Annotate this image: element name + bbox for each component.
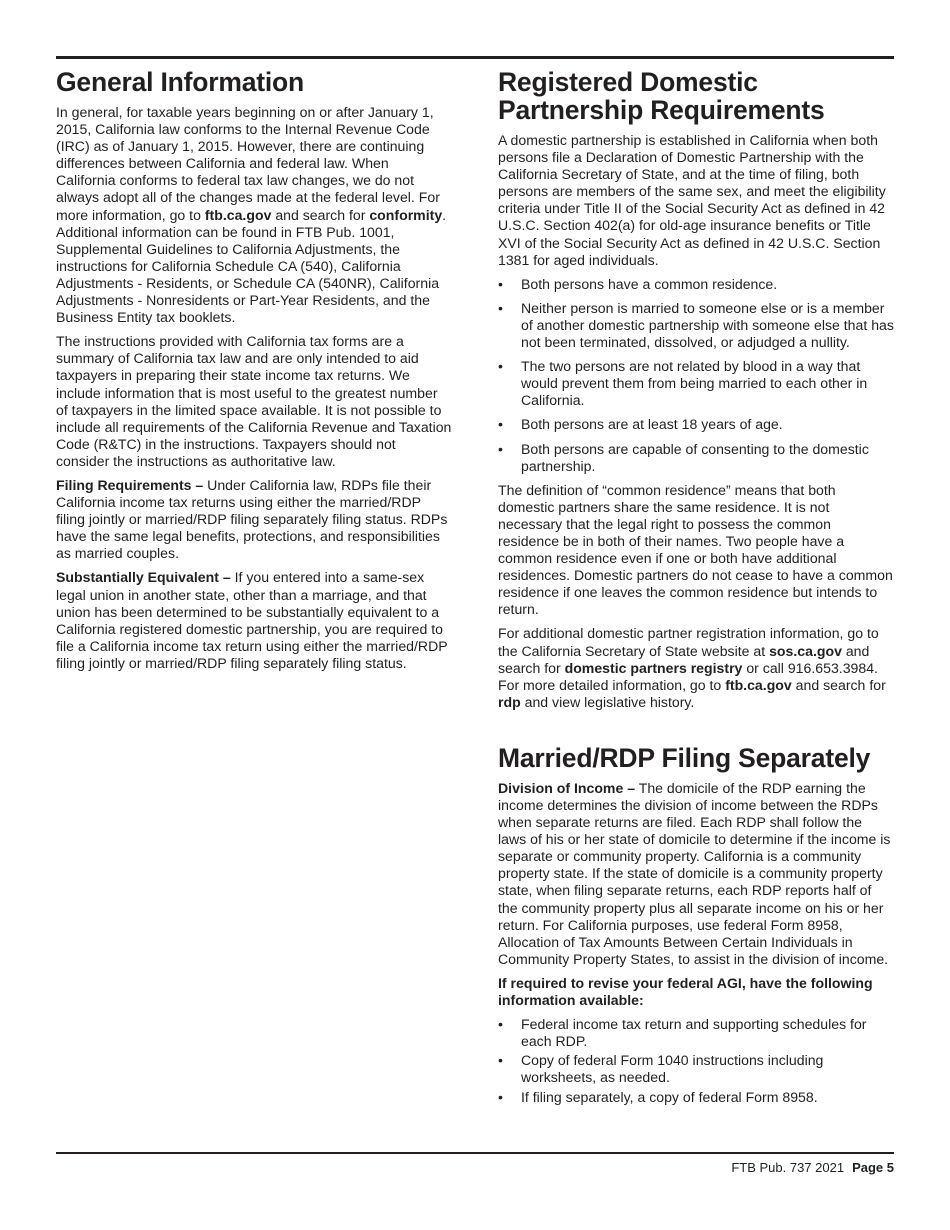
bullet-icon: • [498, 416, 503, 433]
bullet-icon: • [498, 1088, 503, 1105]
page-footer [731, 1160, 894, 1176]
top-rule [56, 56, 894, 59]
bullet-icon: • [498, 440, 503, 457]
list-item: • Copy of federal Form 1040 instructions including worksheets, as needed. [498, 1052, 824, 1086]
ftb-link: ftb.ca.gov [725, 676, 792, 693]
list-item: • If filing separately, a copy of federal Form 8958. [498, 1088, 818, 1105]
rdp-term: rdp [498, 693, 521, 710]
bullet-icon: • [498, 1016, 503, 1033]
page-number: Page 5 [852, 1160, 894, 1175]
filing-requirements-paragraph: Filing Requirements – Under California law, RDPs file their California income tax returns using either the married/RDP filing jointly or married/RDP filing separately filing status. RDPs have the same legal benefits, protections, and responsibilities as married couples. [56, 476, 448, 562]
substantially-equivalent-paragraph: Substantially Equivalent – If you entered into a same-sex legal union in another state, other than a marriage, and that union has been determined to be substantially equivalent to a California registered domestic partnership, you are required to file a California income tax return using either the married/RDP filing jointly or married/RDP filing separately filing status. [56, 569, 448, 671]
division-of-income-paragraph: Division of Income – The domicile of the RDP earning the income determines the division of income between the RDPs when separate returns are filed. Each RDP shall follow the laws of his or her state of domicile to determine if the income is separate or community property. California is a community property state. If the state of domicile is a community property state, when filing separate returns, each RDP reports half of the community property plus all separate income on his or her return. For California purposes, use federal Form 8958, Allocation of Tax Amounts Between Certain Individuals in Community Property States, to assist in the division of income. [498, 779, 891, 967]
bullet-icon: • [498, 299, 503, 316]
registry-term: domestic partners registry [564, 659, 743, 676]
agi-info-list [498, 1016, 894, 1105]
rdp-criteria-list [498, 276, 894, 475]
left-column [56, 68, 452, 679]
section-spacer [498, 718, 894, 744]
agi-heading: If required to revise your federal AGI, have the following information available: [498, 974, 873, 1009]
bullet-icon: • [498, 275, 503, 292]
sos-link: sos.ca.gov [769, 642, 842, 659]
list-item: • Federal income tax return and supporting schedules for each RDP. [498, 1016, 867, 1050]
bottom-rule [56, 1152, 894, 1154]
rdp-intro-paragraph: A domestic partnership is established in California when both persons file a Declaration of Domestic Partnership with the California Secretary of State, and at the time of filing, both persons are members of the same sex, and meet the eligibility criteria under Title II of the Social Security Act as defined in 42 U.S.C. Section 402(a) for old-age insurance benefits or Title XVI of the Social Security Act as defined in 42 U.S.C. Section 1381 for aged individuals. [498, 132, 886, 268]
married-rdp-filing-separately-heading: Married/RDP Filing Separately [498, 742, 871, 773]
list-item: • Both persons are at least 18 years of age. [498, 416, 783, 433]
common-residence-paragraph: The definition of “common residence” means that both domestic partners share the same residence. It is not necessary that the legal right to possess the common residence be in both of their names. Two people have a common residence even if one or both have additional residences. Domestic partners do not cease to have a common residence if one leaves the common residence but intends to return. [498, 481, 893, 618]
right-column [498, 68, 894, 1113]
conformity-term: conformity [369, 206, 443, 223]
general-info-paragraph-1: In general, for taxable years beginning on or after January 1, 2015, California law conforms to the Internal Revenue Code (IRC) as of January 1, 2015. However, there are continuing differences between California and federal law. When California conforms to federal tax law changes, we do not always adopt all of the changes made at the federal level. For more information, go to ftb.ca.gov and search for conformity. Additional information can be found in FTB Pub. 1001, Supplemental Guidelines to California Adjustments, the instructions for California Schedule CA (540), California Adjustments - Residents, or Schedule CA (540NR), California Adjustments - Nonresidents or Part-Year Residents, and the Business Entity tax booklets. [56, 104, 447, 326]
additional-info-paragraph: For additional domestic partner registration information, go to the California Secretary of State website at sos.ca.gov and search for domestic partners registry or call 916.653.3984. For more detailed information, go to ftb.ca.gov and search for rdp and view legislative history. [498, 625, 886, 710]
publication-label: FTB Pub. 737 2021 [731, 1160, 845, 1175]
list-item: • Neither person is married to someone else or is a member of another domestic partnership with someone else that has not been terminated, dissolved, or adjudged a nullity. [498, 299, 894, 351]
bullet-icon: • [498, 358, 503, 375]
rdp-requirements-heading: Registered Domestic Partnership Requirements [498, 67, 825, 125]
list-item: • The two persons are not related by blood in a way that would prevent them from being married to each other in California. [498, 358, 868, 409]
list-item: • Both persons have a common residence. [498, 275, 778, 292]
general-info-paragraph-2: The instructions provided with California tax forms are a summary of California tax law and are only intended to aid taxpayers in preparing their state income tax returns. We include information that is most useful to the greatest number of taxpayers in the limited space available. It is not possible to include all requirements of the California Revenue and Taxation Code (R&TC) in the instructions. Taxpayers should not consider the instructions as authoritative law. [56, 333, 452, 469]
ftb-link: ftb.ca.gov [204, 206, 272, 223]
substantially-equivalent-label: Substantially Equivalent – [56, 569, 231, 586]
division-of-income-label: Division of Income – [498, 779, 636, 796]
list-item: • Both persons are capable of consenting to the domestic partnership. [498, 440, 869, 474]
general-information-heading: General Information [56, 67, 304, 97]
filing-requirements-label: Filing Requirements – [56, 476, 204, 493]
bullet-icon: • [498, 1052, 503, 1069]
